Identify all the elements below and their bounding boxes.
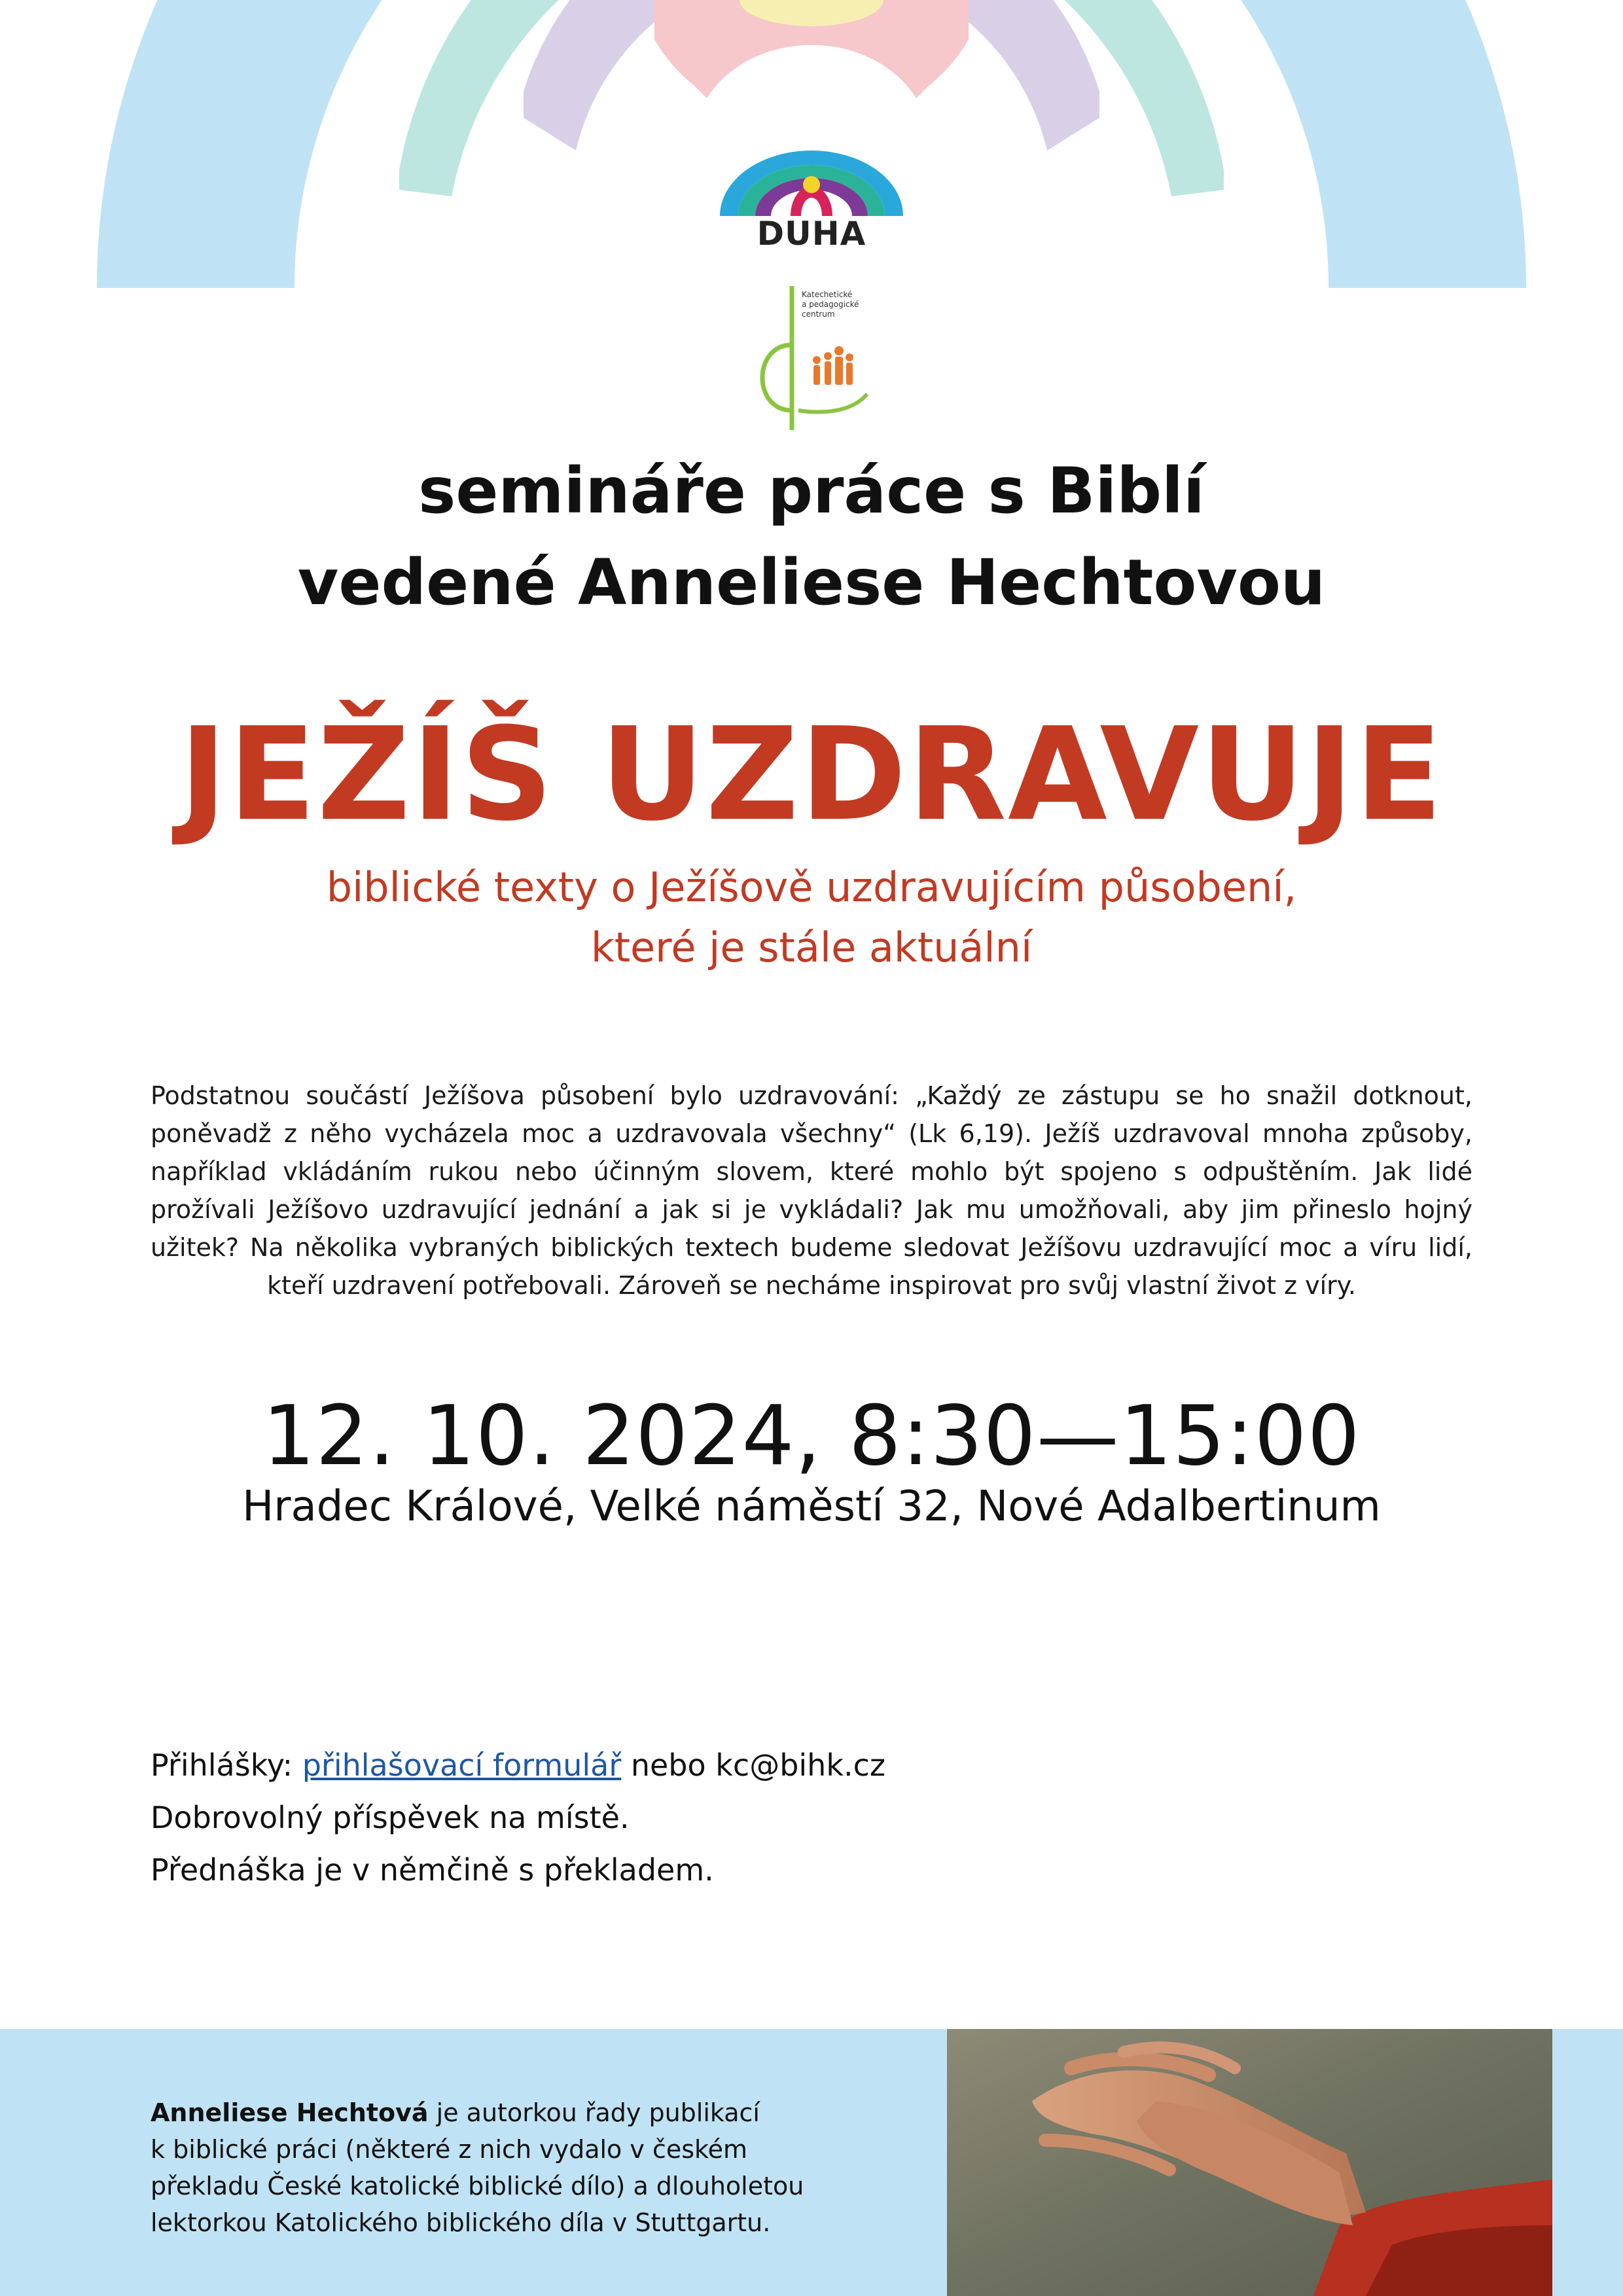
kpc-logo-line: centrum — [802, 310, 835, 319]
registration-label: Přihlášky: — [151, 1748, 293, 1783]
seminar-heading — [0, 445, 1623, 628]
subtitle — [0, 857, 1623, 978]
event-place: Hradec Králové, Velké náměstí 32, Nové Adalbertinum — [242, 1482, 1381, 1531]
kpc-logo-line: a pedagogické — [802, 300, 859, 309]
main-title: JEŽÍŠ UZDRAVUJE — [179, 700, 1444, 850]
speaker-bio — [151, 2094, 903, 2241]
event-datetime: 12. 10. 2024, 8:30—15:00 — [262, 1388, 1361, 1484]
kpc-logo-text — [802, 290, 880, 319]
bio-line1: je autorkou řady publikací — [428, 2098, 760, 2127]
registration-form-link[interactable]: přihlašovací formulář — [302, 1748, 622, 1783]
healing-hands-painting — [947, 2029, 1552, 2296]
registration-email: nebo kc@bihk.cz — [621, 1748, 886, 1783]
subtitle-line2: které je stále aktuální — [590, 924, 1033, 971]
speaker-name: Anneliese Hechtová — [151, 2098, 429, 2127]
donation-note: Dobrovolný příspěvek na místě. — [151, 1800, 630, 1835]
seminar-heading-line2: vedené Anneliese Hechtovou — [297, 546, 1326, 619]
bio-line3: překladu České katolické biblické dílo) a dlouholetou — [151, 2172, 804, 2200]
description-paragraph: Podstatnou součástí Ježíšova působení bylo uzdravování: „Každý ze zástupu se ho snažil dotknout, poněvadž z něho vycházela moc a uzdravovala všechny“ (Lk 6,19). Ježíš uzdravoval mnoha způsoby, například vkládáním rukou nebo účinným slovem, které mohlo být spojeno s odpuštěním. Jak lidé prožívali Ježíšovo uzdravující jednání a jak si je vykládali? Jak mu umožňovali, aby jim přineslo hojný užitek? Na několika vybraných biblických textech budeme sledovat Ježíšovu uzdravující moc a víru lidí, kteří uzdravení potřebovali. Zároveň se necháme inspirovat pro svůj vlastní život z víry. — [151, 1081, 1472, 1300]
bio-line2: k biblické práci (některé z nich vydalo v českém — [151, 2135, 748, 2164]
kpc-logo-line: Katechetické — [802, 290, 853, 299]
subtitle-line1: biblické texty o Ježíšově uzdravujícím působení, — [326, 863, 1297, 911]
bio-line4: lektorkou Katolického biblického díla v Stuttgartu. — [151, 2208, 771, 2237]
registration-line — [151, 1748, 885, 1783]
seminar-heading-line1: semináře práce s Biblí — [418, 454, 1205, 528]
duha-logo-text: DUHA — [757, 215, 866, 253]
language-note: Přednáška je v němčině s překladem. — [151, 1852, 714, 1888]
